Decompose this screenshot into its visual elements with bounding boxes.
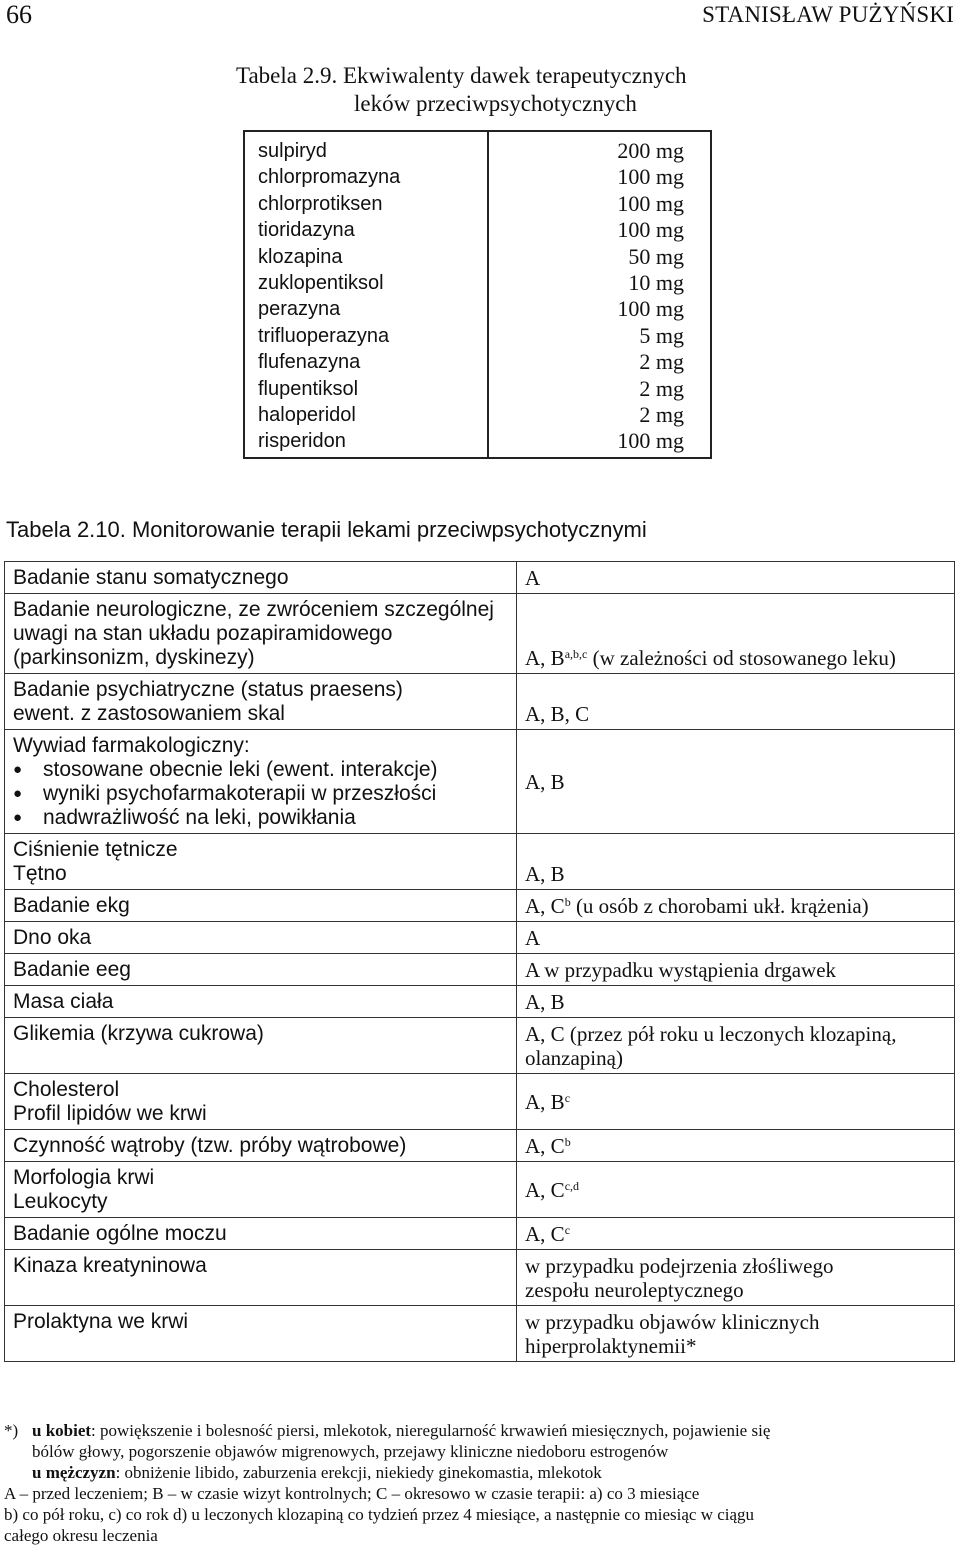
table-row: [5, 1218, 955, 1250]
exam-cell: Badanie eeg: [5, 954, 517, 986]
table-row: [5, 1306, 955, 1362]
footnote-women: [4, 1420, 956, 1441]
dose-value: 2 mg: [639, 375, 684, 401]
dose-value: 100 mg: [617, 190, 684, 216]
exam-cell: [5, 674, 517, 730]
table-row: [5, 594, 955, 674]
frequency-text: A, B: [525, 1090, 565, 1114]
dose-column: [507, 138, 684, 455]
table-2-9-caption: [236, 62, 756, 118]
bullet-list: [13, 758, 508, 830]
drug-name: chlorprotiksen: [258, 192, 383, 215]
dose-value: 100 mg: [617, 217, 684, 243]
exam-cell: [5, 594, 517, 674]
footnote-text: : powiększenie i bolesność piersi, mlekotok, nieregularność krwawień miesięcznych, pojawienie się: [91, 1421, 771, 1440]
exam-line: ewent. z zastosowaniem skal: [13, 702, 285, 725]
frequency-cell: [517, 1074, 955, 1130]
bullet-item: ● nadwrażliwość na leki, powikłania: [13, 806, 508, 830]
bullet-item: ● stosowane obecnie leki (ewent. interakcje): [13, 758, 508, 782]
frequency-cell: [517, 1018, 955, 1074]
exam-cell: Badanie ekg: [5, 890, 517, 922]
frequency-cell: [517, 1130, 955, 1162]
table-2-9: [243, 130, 712, 459]
table-2-10-caption: Tabela 2.10. Monitorowanie terapii lekami przeciwpsychotycznymi: [6, 517, 647, 542]
footnote-text: : obniżenie libido, zaburzenia erekcji, niekiedy ginekomastia, mlekotok: [115, 1463, 602, 1482]
exam-cell: Glikemia (krzywa cukrowa): [5, 1018, 517, 1074]
frequency-cell: A, B: [517, 986, 955, 1018]
exam-cell: Kinaza kreatyninowa: [5, 1250, 517, 1306]
dose-value: 100 mg: [617, 296, 684, 322]
table-2-9-caption-line1: Tabela 2.9. Ekwiwalenty dawek terapeutycznych: [236, 63, 687, 88]
frequency-cell: A w przypadku wystąpienia drgawek: [517, 954, 955, 986]
footnote-marker: c,d: [564, 1179, 580, 1193]
frequency-line: w przypadku objawów klinicznych: [525, 1310, 820, 1334]
page-number: 66: [6, 0, 32, 29]
exam-line: Leukocyty: [13, 1190, 108, 1213]
frequency-cell: [517, 890, 955, 922]
drug-name: risperidon: [258, 430, 346, 453]
dose-value: 2 mg: [639, 349, 684, 375]
table-row: [5, 834, 955, 890]
dose-value: 5 mg: [639, 322, 684, 348]
table-row: [5, 730, 955, 834]
footnote-text-line: bólów głowy, pogorszenie objawów migrenowych, przejawy kliniczne niedoboru estrogenów: [32, 1442, 669, 1461]
exam-line: uwagi na stan układu pozapiramidowego: [13, 622, 393, 645]
drug-name: sulpiryd: [258, 140, 327, 162]
drug-name: tioridazyna: [258, 219, 355, 242]
footnote-marker: c: [564, 1091, 571, 1105]
exam-line: Morfologia krwi: [13, 1166, 155, 1189]
exam-title: Wywiad farmakologiczny:: [13, 734, 250, 757]
table-row: [5, 986, 955, 1018]
footnote-marker: c: [564, 1223, 571, 1237]
table-row: [5, 1018, 955, 1074]
frequency-cell: A, B: [517, 730, 955, 834]
drug-name: trifluoperazyna: [258, 324, 390, 347]
footnote-marker: b: [564, 1135, 571, 1149]
dose-value: 100 mg: [617, 428, 684, 454]
table-row: [5, 922, 955, 954]
exam-cell: [5, 1074, 517, 1130]
table-2-9-divider: [487, 132, 489, 457]
running-head: STANISŁAW PUŻYŃSKI: [702, 2, 954, 27]
footnote-marker: b: [564, 895, 571, 909]
dose-value: 200 mg: [617, 138, 684, 163]
exam-cell: Prolaktyna we krwi: [5, 1306, 517, 1362]
frequency-cell: A: [517, 922, 955, 954]
frequency-text: (u osób z chorobami ukł. krążenia): [570, 894, 869, 918]
frequency-text: A, C: [525, 1222, 565, 1246]
footnote-marker: a,b,c: [564, 647, 588, 661]
table-row: [5, 674, 955, 730]
frequency-line: w przypadku podejrzenia złośliwego: [525, 1254, 834, 1278]
dose-value: 10 mg: [628, 269, 684, 295]
exam-line: Badanie neurologiczne, ze zwróceniem szczególnej: [13, 598, 494, 621]
frequency-cell: [517, 594, 955, 674]
legend-line: A – przed leczeniem; B – w czasie wizyt kontrolnych; C – okresowo w czasie terapii: a) co 3 miesiące: [4, 1484, 700, 1503]
exam-line: Profil lipidów we krwi: [13, 1102, 207, 1125]
dose-value: 2 mg: [639, 401, 684, 427]
footnote-men: [4, 1462, 956, 1483]
frequency-line: zespołu neuroleptycznego: [525, 1278, 744, 1302]
exam-cell: Dno oka: [5, 922, 517, 954]
exam-cell: [5, 1162, 517, 1218]
page-header: [0, 0, 960, 40]
table-2-10: [4, 561, 955, 1362]
frequency-line: olanzapiną): [525, 1046, 623, 1070]
frequency-line: A, C (przez pół roku u leczonych klozapiną,: [525, 1022, 897, 1046]
exam-cell: Czynność wątroby (tzw. próby wątrobowe): [5, 1130, 517, 1162]
footnote-label: u kobiet: [32, 1421, 92, 1440]
drug-name: flupentiksol: [258, 377, 359, 400]
exam-cell: Masa ciała: [5, 986, 517, 1018]
drug-name-column: [258, 138, 400, 455]
footnote-star: *): [4, 1421, 19, 1440]
frequency-text: (w zależności od stosowanego leku): [587, 646, 896, 670]
exam-cell: Badanie ogólne moczu: [5, 1218, 517, 1250]
dose-value: 50 mg: [628, 243, 684, 269]
dose-value: 100 mg: [617, 164, 684, 190]
table-row: [5, 890, 955, 922]
frequency-text: A, B: [525, 646, 565, 670]
table-row: [5, 1250, 955, 1306]
footnote-label: u mężczyzn: [32, 1463, 116, 1482]
legend-line: b) co pół roku, c) co rok d) u leczonych klozapiną co tydzień przez 4 miesiące, a następnie co miesiąc w ciągu: [4, 1505, 755, 1524]
exam-line: Badanie psychiatryczne (status praesens): [13, 678, 403, 701]
frequency-text: A, C: [525, 894, 565, 918]
frequency-cell: A: [517, 562, 955, 594]
exam-line: Ciśnienie tętnicze: [13, 838, 178, 861]
frequency-cell: [517, 1306, 955, 1362]
frequency-cell: A, B, C: [517, 674, 955, 730]
drug-name: haloperidol: [258, 403, 356, 426]
exam-cell: [5, 834, 517, 890]
exam-cell: Badanie stanu somatycznego: [5, 562, 517, 594]
frequency-text: A, C: [525, 1134, 565, 1158]
frequency-cell: [517, 1218, 955, 1250]
exam-line: (parkinsonizm, dyskinezy): [13, 646, 255, 669]
exam-line: Cholesterol: [13, 1078, 120, 1101]
legend-line: całego okresu leczenia: [4, 1526, 158, 1545]
drug-name: zuklopentiksol: [258, 271, 384, 294]
table-row: [5, 1162, 955, 1218]
exam-line: Tętno: [13, 862, 67, 885]
drug-name: klozapina: [258, 245, 343, 268]
frequency-line: hiperprolaktynemii*: [525, 1334, 697, 1358]
table-row: [5, 954, 955, 986]
frequency-cell: A, B: [517, 834, 955, 890]
table-row: [5, 1130, 955, 1162]
exam-cell: [5, 730, 517, 834]
drug-name: flufenazyna: [258, 351, 361, 374]
table-2-9-caption-line2: leków przeciwpsychotycznych: [354, 91, 637, 116]
bullet-item: ● wyniki psychofarmakoterapii w przeszłości: [13, 782, 508, 806]
frequency-text: A, C: [525, 1178, 565, 1202]
drug-name: chlorpromazyna: [258, 166, 401, 189]
footnotes: [4, 1420, 956, 1546]
frequency-cell: [517, 1162, 955, 1218]
table-row: [5, 1074, 955, 1130]
table-row: [5, 562, 955, 594]
drug-name: perazyna: [258, 298, 341, 321]
frequency-cell: [517, 1250, 955, 1306]
